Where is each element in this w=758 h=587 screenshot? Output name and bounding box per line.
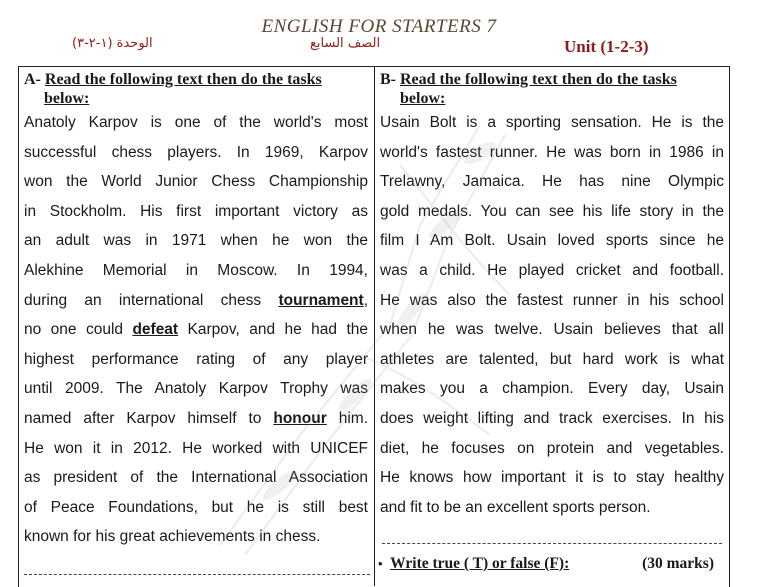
worksheet-title: ENGLISH FOR STARTERS 7 <box>261 16 497 37</box>
arabic-grade-label: الصف السابع <box>310 36 381 51</box>
passage-a-line: an adult was in 1971 when he won the <box>24 232 368 250</box>
passage-a-line: won the World Junior Chess Championship <box>24 173 368 191</box>
true-false-label: Write true ( T) or false (F): <box>390 555 570 572</box>
passage-b-line: gold medals. You can see his life story in the <box>380 202 724 220</box>
passage-a-line: Alekhine Memorial in Moscow. In 1994, <box>24 261 368 279</box>
vocab-word: honour <box>273 409 327 427</box>
passage-a-line <box>24 315 368 345</box>
arabic-units-label: الوحدة (١-٢-٣) <box>72 36 153 51</box>
passage-b-line: He knows how important it is to stay healthy <box>380 469 724 487</box>
line-text: during an international chess <box>24 291 279 309</box>
section-a-task <box>24 70 368 108</box>
passage-a-line <box>24 404 368 434</box>
passage-b-line: when he was twelve. Usain believes that all <box>380 321 724 339</box>
section-b-task-line1: Read the following text then do the tasks <box>400 71 677 88</box>
passage-b-line: athletes are talented, but hard work is what <box>380 350 724 368</box>
dashed-separator <box>24 574 370 575</box>
section-a <box>24 70 368 552</box>
passage-b-line: world's fastest runner. He was born in 1986 in <box>380 143 724 161</box>
marks-label: (30 marks) <box>642 555 714 572</box>
line-text: , <box>363 291 368 309</box>
passage-b-line: He was also the fastest runner in his school <box>380 291 724 309</box>
passage-a-line: of Peace Foundations, but he is still best <box>24 498 368 516</box>
passage-b-line: film I Am Bolt. Usain loved sports since he <box>380 232 724 250</box>
passage-b-line: Usain Bolt is a sporting sensation. He is the <box>380 114 724 131</box>
section-b-task-line2: below: <box>400 90 446 107</box>
line-text: no one could <box>24 321 133 339</box>
passage-b-line: diet, he focuses on protein and vegetables. <box>380 439 724 457</box>
section-b-passage <box>380 108 724 522</box>
vocab-word: tournament <box>278 291 364 309</box>
passage-b-line: was a child. He played cricket and football. <box>380 261 724 279</box>
line-text: him. <box>326 409 368 427</box>
section-a-task-line2: below: <box>44 90 90 107</box>
passage-b-line: and fit to be an excellent sports person. <box>380 498 651 516</box>
passage-b-line: Trelawny, Jamaica. He has nine Olympic <box>380 173 724 191</box>
section-a-passage <box>24 108 368 552</box>
passage-a-line: until 2009. The Anatoly Karpov Trophy was <box>24 380 368 398</box>
line-text: Karpov, and he had the <box>178 321 368 339</box>
section-b <box>380 70 724 522</box>
unit-label: Unit (1-2-3) <box>564 37 649 56</box>
section-b-task <box>380 70 724 108</box>
passage-a-line: Anatoly Karpov is one of the world's most <box>24 114 368 131</box>
passage-a-line: successful chess players. In 1969, Karpov <box>24 143 368 161</box>
section-a-task-line1: Read the following text then do the tasks <box>44 71 322 88</box>
passage-b-line: does weight lifting and track exercises. In his <box>380 409 724 427</box>
passage-a-line: known for his great achievements in chess. <box>24 528 321 546</box>
section-a-prefix: A- <box>24 71 41 88</box>
passage-a-line: as president of the International Association <box>24 469 368 487</box>
line-text: named after Karpov himself to <box>24 409 274 427</box>
column-divider <box>374 66 375 586</box>
bullet-icon: • <box>378 556 383 571</box>
section-b-prefix: B- <box>380 71 396 88</box>
passage-a-line: in Stockholm. His first important victory as <box>24 202 368 220</box>
true-false-task <box>378 555 724 573</box>
passage-b-line: makes you a champion. Every day, Usain <box>380 380 724 398</box>
passage-a-line: He won it in 2012. He worked with UNICEF <box>24 439 368 457</box>
passage-a-line: highest performance rating of any player <box>24 350 368 368</box>
dashed-separator <box>382 543 722 544</box>
passage-a-line <box>24 286 368 316</box>
vocab-word: defeat <box>132 321 179 339</box>
